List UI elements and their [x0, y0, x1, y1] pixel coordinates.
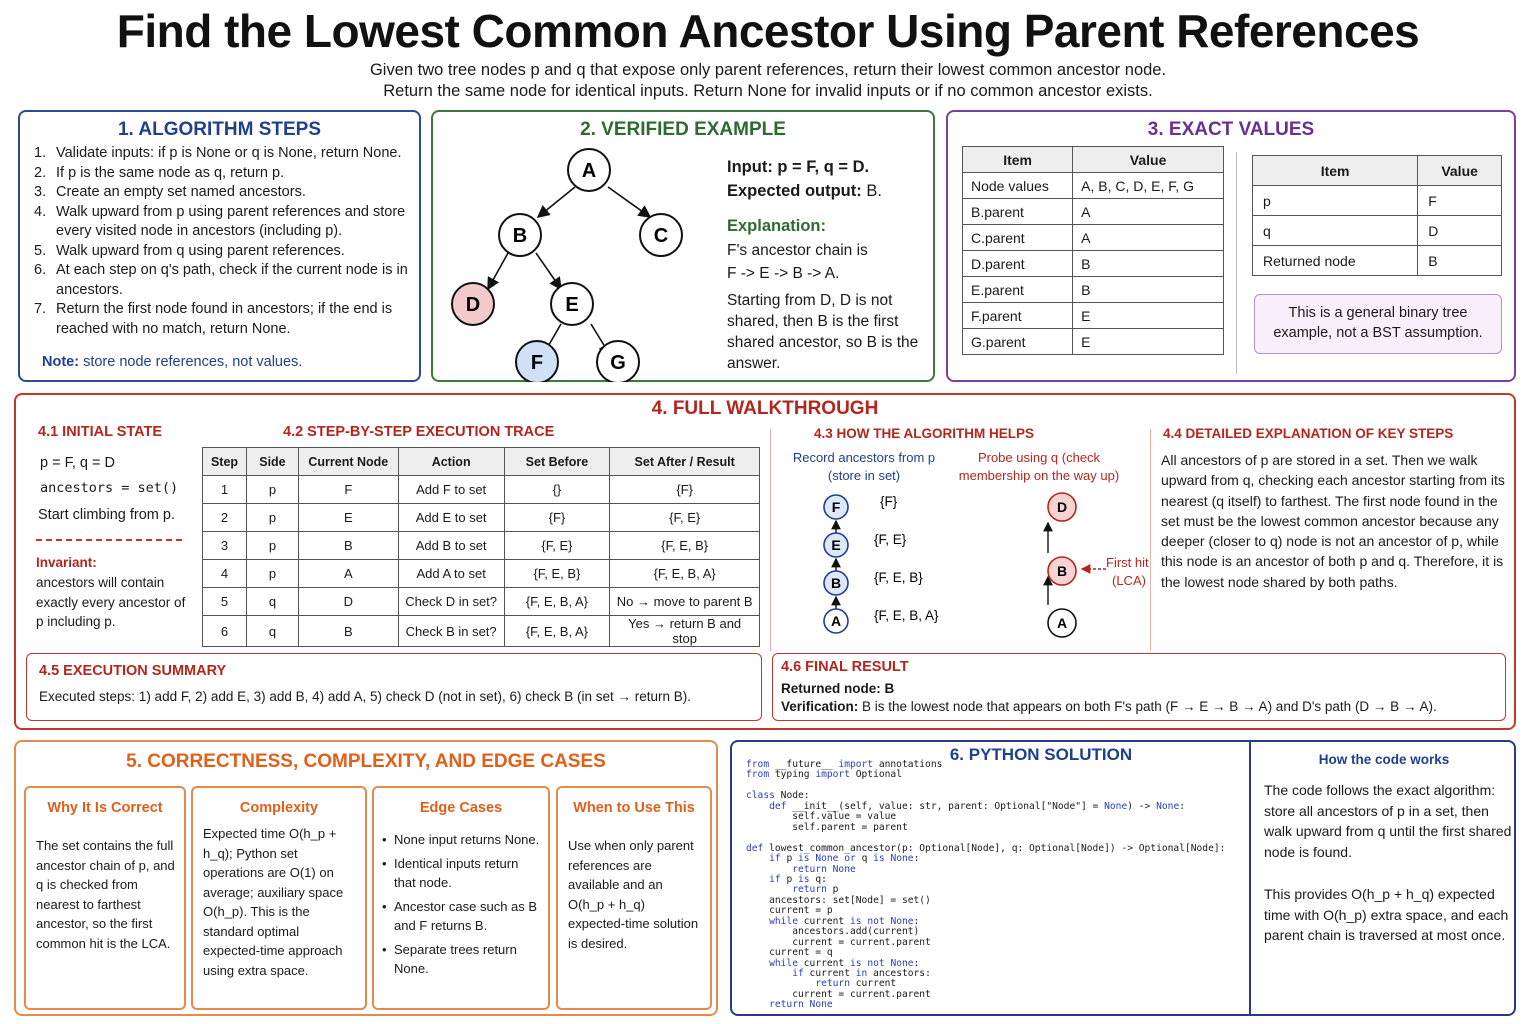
divider: [1249, 742, 1251, 1016]
complexity-text: Expected time O(h_p + h_q); Python set operations are O(1) on average; auxiliary space O(h_p). This is the standard optimal expected-time approach using extra space.: [203, 826, 344, 978]
how-code-works-text-2: This provides O(h_p + h_q) expected time with O(h_p) extra space, and each parent chain is traversed at most once.: [1264, 886, 1509, 944]
tree-node-g: [597, 341, 639, 382]
table-cell: B: [298, 616, 398, 647]
table-cell: q: [1253, 216, 1418, 246]
table-cell: D: [298, 588, 398, 616]
code-line: self.value = value: [746, 811, 897, 823]
table-cell: E: [1073, 329, 1224, 355]
code-line: [746, 781, 1225, 791]
table-cell: F: [298, 476, 398, 504]
how-code-works-title: How the code works: [1318, 752, 1450, 767]
table-cell: No → move to parent B: [610, 588, 760, 616]
full-walkthrough-title: 4. FULL WALKTHROUGH: [651, 398, 879, 419]
algorithm-step: 6. At each step on q's path, check if the current node is in ancestors.: [34, 262, 408, 298]
initial-start: Start climbing from p.: [38, 507, 175, 523]
when-to-use-card: [556, 786, 712, 1010]
table-cell: 6: [203, 616, 247, 647]
example-tree-diagram: [443, 142, 693, 382]
table-cell: B: [1073, 251, 1224, 277]
why-correct-title: Why It Is Correct: [47, 800, 163, 816]
tree-node-d: [452, 283, 494, 325]
table-header: Value: [1418, 156, 1502, 186]
table-cell: {}: [504, 476, 610, 504]
when-to-use-text: Use when only parent references are available and an O(h_p + h_q) expected-time solution is desired.: [568, 838, 699, 951]
final-result-title: 4.6 FINAL RESULT: [781, 659, 909, 675]
helps-set-1: {F}: [880, 494, 898, 509]
trace-header: Step: [203, 448, 247, 476]
table-cell: q: [246, 588, 298, 616]
helps-right-node-a: [1048, 609, 1076, 637]
bst-note: This is a general binary tree example, not a BST assumption.: [1254, 294, 1502, 354]
table-cell: p: [246, 560, 298, 588]
example-input: Input: p = F, q = D.: [727, 158, 870, 176]
code-line: while current is not None:: [769, 957, 920, 969]
table-cell: E: [298, 504, 398, 532]
code-line: if current in ancestors:: [792, 968, 931, 980]
table-row: [963, 199, 1224, 225]
table-cell: F.parent: [963, 303, 1073, 329]
trace-row: [203, 476, 760, 504]
correctness-title: 5. CORRECTNESS, COMPLEXITY, AND EDGE CASES: [126, 751, 606, 772]
first-hit-label: First hit: [1106, 555, 1149, 570]
helps-set-3: {F, E, B}: [874, 570, 923, 585]
why-correct-card: [24, 786, 186, 1010]
table-cell: B: [1418, 246, 1502, 276]
table-cell: 4: [203, 560, 247, 588]
summary-text: Executed steps: 1) add F, 2) add E, 3) add B, 4) add A, 5) check D (not in set), 6) check B (in set → return B).: [39, 689, 692, 704]
algorithm-step: 1. Validate inputs: if p is None or q is None, return None.: [34, 145, 402, 161]
svg-text:E: E: [565, 294, 579, 316]
code-line: from typing import Optional: [746, 769, 902, 781]
svg-text:A: A: [581, 160, 597, 182]
edge-cases-card: [372, 786, 550, 1010]
svg-text:B: B: [512, 225, 528, 247]
table-cell: A: [298, 560, 398, 588]
table-cell: {F}: [610, 476, 760, 504]
table-cell: E: [1073, 303, 1224, 329]
trace-row: [203, 532, 760, 560]
summary-box: [26, 653, 762, 721]
dashed-divider: [36, 539, 182, 541]
algorithm-steps-panel: [18, 110, 421, 382]
helps-title: 4.3 HOW THE ALGORITHM HELPS: [814, 426, 1035, 441]
table-cell: p: [1253, 186, 1418, 216]
subtitle-line-1: Given two tree nodes p and q that expose only parent references, return their lowest common ancestor node.: [369, 61, 1167, 79]
helps-left-node-f: [824, 495, 848, 519]
svg-text:G: G: [610, 352, 626, 374]
svg-text:A: A: [1056, 615, 1068, 631]
table-row: [963, 303, 1224, 329]
tree-node-b: [499, 214, 541, 256]
table-header: Item: [1253, 156, 1418, 186]
svg-text:B: B: [830, 575, 842, 591]
algorithm-step: 7. Return the first node found in ancestors; if the end is reached with no match, return None.: [34, 301, 393, 337]
returned-node: Returned node: B: [781, 681, 895, 696]
table-cell: F: [1418, 186, 1502, 216]
trace-row: [203, 504, 760, 532]
code-line: class Node:: [746, 790, 810, 802]
why-correct-text: The set contains the full ancestor chain of p, and q is checked from nearest to farthest ancestor, so the first common hit is the LCA.: [36, 838, 175, 951]
trace-header: Action: [398, 448, 504, 476]
table-cell: 5: [203, 588, 247, 616]
explanation-label: Explanation:: [727, 217, 827, 235]
verification: Verification: B is the lowest node that appears on both F's path (F → E → B → A) and D's path (D → B → A).: [781, 699, 1437, 714]
python-solution-title: 6. PYTHON SOLUTION: [949, 745, 1133, 764]
table-cell: E.parent: [963, 277, 1073, 303]
table-cell: Add F to set: [398, 476, 504, 504]
code-line: return None: [792, 863, 856, 875]
tree-node-f: [516, 341, 558, 382]
code-line: return p: [792, 884, 839, 896]
table-row: [963, 277, 1224, 303]
svg-text:B: B: [1056, 563, 1068, 579]
helps-left-node-b: [824, 571, 848, 595]
helps-diagram: [806, 489, 1166, 639]
trace-title: 4.2 STEP-BY-STEP EXECUTION TRACE: [283, 424, 555, 440]
table-row: [963, 251, 1224, 277]
table-row: [963, 173, 1224, 199]
helps-left-node-a: [824, 609, 848, 633]
edge-case-item: • None input returns None.: [384, 830, 540, 850]
verified-example-panel: [431, 110, 935, 382]
table-cell: {F, E}: [610, 504, 760, 532]
table-cell: B: [298, 532, 398, 560]
table-cell: 1: [203, 476, 247, 504]
table-cell: p: [246, 532, 298, 560]
table-cell: C.parent: [963, 225, 1073, 251]
subtitle-line-2: Return the same node for identical inputs. Return None for invalid inputs or if no common ancestor exists.: [383, 82, 1153, 100]
svg-text:D: D: [465, 294, 481, 316]
trace-header: Current Node: [298, 448, 398, 476]
code-line: if p is q:: [769, 873, 827, 885]
execution-trace-table: [202, 447, 760, 647]
explanation-line-1: F's ancestor chain is: [727, 242, 868, 259]
full-walkthrough-panel: [14, 393, 1516, 730]
edge-case-item: • Separate trees return None.: [384, 940, 540, 979]
correctness-panel: [14, 740, 718, 1016]
algorithm-step: 4. Walk upward from p using parent references and store every visited node in ancestors (including p).: [34, 203, 406, 239]
code-line: ancestors.add(current): [746, 926, 920, 938]
table-cell: Add B to set: [398, 532, 504, 560]
table-cell: Add E to set: [398, 504, 504, 532]
table-row: [963, 225, 1224, 251]
trace-row: [203, 560, 760, 588]
example-output: Expected output: B.: [727, 182, 882, 200]
helps-left-node-e: [824, 533, 848, 557]
verified-example-title: 2. VERIFIED EXAMPLE: [580, 119, 786, 140]
trace-header: Set Before: [504, 448, 610, 476]
table-cell: {F, E, B, A}: [504, 616, 610, 647]
trace-header: Set After / Result: [610, 448, 760, 476]
divider: [770, 429, 771, 651]
table-cell: p: [246, 504, 298, 532]
code-line: ancestors: set[Node] = set(): [746, 894, 931, 906]
helps-left-caption: Record ancestors from p (store in set): [792, 450, 936, 483]
algorithm-steps-list: [34, 144, 412, 339]
algorithm-step: 3. Create an empty set named ancestors.: [34, 184, 306, 200]
table-cell: Returned node: [1253, 246, 1418, 276]
complexity-title: Complexity: [239, 800, 319, 816]
page-title: Find the Lowest Common Ancestor Using Parent References: [116, 5, 1420, 57]
detail-text: All ancestors of p are stored in a set. Then we walk upward from q, checking each ancestor starting from its nearest (q itself) to farthest. The first node found in the set must be the lowest common ancestor because any deeper (closer to q) node is not an ancestor of p, while this node is an ancestor of both p and q. Therefore, it is the lowest node shared by both paths.: [1161, 452, 1505, 590]
table-cell: {F, E, B}: [610, 532, 760, 560]
table-row: [1253, 186, 1502, 216]
explanation-line-2: F -> E -> B -> A.: [727, 265, 840, 282]
code-line: current = current.parent: [746, 988, 931, 1000]
code-line: current = q: [746, 947, 833, 959]
table-cell: 3: [203, 532, 247, 560]
trace-row: [203, 616, 760, 647]
code-line: return current: [815, 978, 897, 990]
result-values-table: [1252, 155, 1502, 276]
detail-title: 4.4 DETAILED EXPLANATION OF KEY STEPS: [1163, 426, 1454, 441]
node-values-table: [962, 146, 1224, 355]
table-cell: Check B in set?: [398, 616, 504, 647]
invariant-label: Invariant:: [36, 555, 97, 570]
table-row: [963, 329, 1224, 355]
helps-set-2: {F, E}: [874, 532, 907, 547]
complexity-card: [191, 786, 367, 1010]
algorithm-step: 5. Walk upward from q using parent references.: [34, 242, 345, 259]
table-cell: {F, E, B}: [504, 560, 610, 588]
tree-node-c: [640, 214, 682, 256]
table-cell: A: [1073, 199, 1224, 225]
table-cell: 2: [203, 504, 247, 532]
helps-right-caption: Probe using q (check membership on the way up): [958, 450, 1120, 483]
table-row: [1253, 246, 1502, 276]
code-line: return None: [769, 999, 833, 1011]
edge-case-item: • Ancestor case such as B and F returns B.: [384, 897, 540, 936]
initial-pq: p = F, q = D: [40, 455, 115, 471]
helps-right-node-d: [1048, 493, 1076, 521]
edge-case-item: • Identical inputs return that node.: [384, 854, 540, 893]
algorithm-note: Note: store node references, not values.: [42, 354, 303, 370]
code-line: from __future__ import annotations: [746, 759, 943, 770]
tree-node-a: [568, 149, 610, 191]
code-line: while current is not None:: [769, 915, 920, 927]
table-cell: p: [246, 476, 298, 504]
table-header: Item: [963, 147, 1073, 173]
divider: [1150, 429, 1151, 651]
exact-values-title: 3. EXACT VALUES: [1147, 119, 1315, 140]
table-cell: B: [1073, 277, 1224, 303]
table-cell: D: [1418, 216, 1502, 246]
helps-set-4: {F, E, B, A}: [874, 608, 939, 623]
algorithm-steps-title: 1. ALGORITHM STEPS: [117, 119, 322, 140]
invariant-text: ancestors will contain exactly every ancestor of p including p.: [36, 575, 186, 629]
table-cell: {F, E}: [504, 532, 610, 560]
code-line: self.parent = parent: [746, 821, 908, 833]
code-line: def lowest_common_ancestor(p: Optional[Node], q: Optional[Node]) -> Optional[Node]:: [746, 842, 1226, 854]
table-cell: D.parent: [963, 251, 1073, 277]
table-row: [1253, 216, 1502, 246]
code-line: def __init__(self, value: str, parent: Optional["Node"] = None) -> None:: [769, 800, 1186, 812]
edge-cases-title: Edge Cases: [419, 800, 503, 816]
divider: [1236, 152, 1237, 374]
code-line: if p is None or q is None:: [769, 853, 920, 865]
svg-text:D: D: [1056, 499, 1068, 515]
summary-title: 4.5 EXECUTION SUMMARY: [39, 663, 227, 679]
table-cell: A: [1073, 225, 1224, 251]
tree-node-e: [551, 283, 593, 325]
table-cell: Node values: [963, 173, 1073, 199]
svg-text:F: F: [831, 499, 841, 515]
svg-text:F: F: [530, 352, 544, 374]
table-cell: Yes → return B and stop: [610, 616, 760, 647]
table-cell: Add A to set: [398, 560, 504, 588]
trace-header: Side: [246, 448, 298, 476]
final-result-box: [772, 653, 1506, 721]
svg-text:A: A: [830, 613, 842, 629]
code-line: current = current.parent: [746, 936, 931, 948]
table-cell: {F, E, B, A}: [610, 560, 760, 588]
initial-ancestors: ancestors = set(): [40, 480, 179, 496]
code-line: current = p: [746, 905, 833, 917]
svg-text:E: E: [831, 537, 841, 553]
svg-text:C: C: [653, 225, 669, 247]
helps-right-node-b: [1048, 557, 1076, 585]
initial-state-title: 4.1 INITIAL STATE: [38, 424, 163, 440]
table-cell: B.parent: [963, 199, 1073, 225]
trace-row: [203, 588, 760, 616]
table-cell: q: [246, 616, 298, 647]
edge-cases-list: [384, 830, 540, 983]
lca-label: (LCA): [1112, 573, 1146, 588]
table-cell: {F, E, B, A}: [504, 588, 610, 616]
table-cell: Check D in set?: [398, 588, 504, 616]
exact-values-panel: [946, 110, 1516, 382]
explanation-line-3: Starting from D, D is not shared, then B is the first shared ancestor, so B is the answer.: [727, 292, 919, 372]
how-code-works-text-1: The code follows the exact algorithm: store all ancestors of p in a set, then walk upward from q until the first shared node is found.: [1264, 782, 1512, 860]
algorithm-step: 2. If p is the same node as q, return p.: [34, 164, 285, 181]
when-to-use-title: When to Use This: [573, 800, 695, 816]
table-header: Value: [1073, 147, 1224, 173]
table-cell: {F}: [504, 504, 610, 532]
python-code-block: [746, 760, 1225, 1011]
table-cell: G.parent: [963, 329, 1073, 355]
table-cell: A, B, C, D, E, F, G: [1073, 173, 1224, 199]
python-solution-panel: [730, 740, 1516, 1016]
